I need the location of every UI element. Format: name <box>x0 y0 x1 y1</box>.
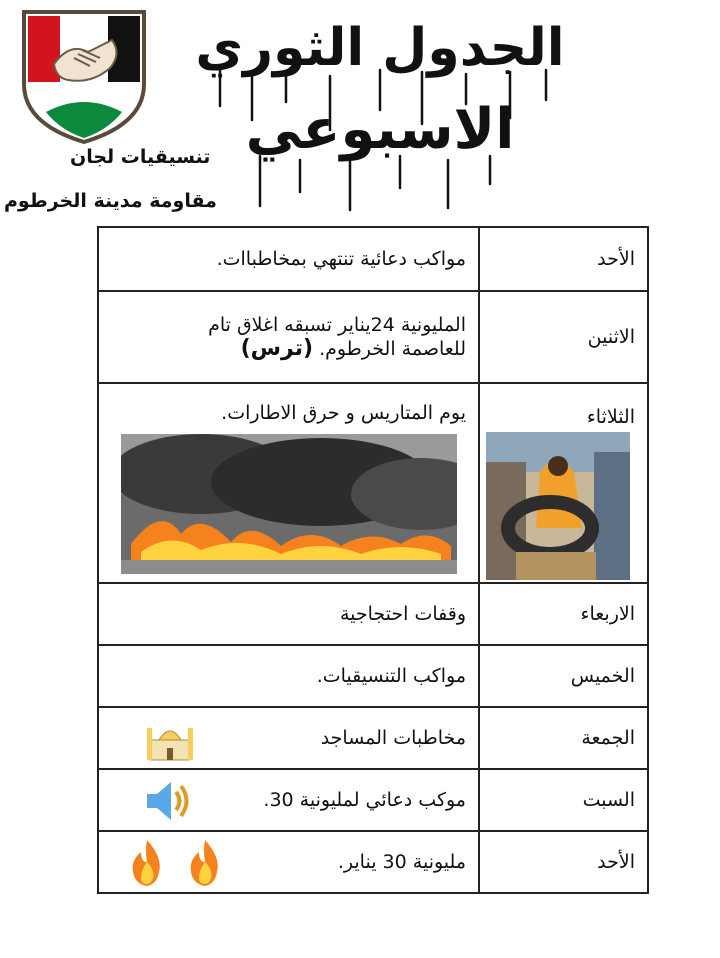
org-name-line2: مقاومة مدينة الخرطوم <box>4 190 217 212</box>
weekly-schedule-table <box>97 226 649 894</box>
table-row <box>98 583 648 645</box>
activity-cell <box>98 769 479 831</box>
day-cell: السبت <box>479 769 648 831</box>
day-cell: الجمعة <box>479 707 648 769</box>
day-cell: الأحد <box>479 227 648 291</box>
activity-line: المليونية 24يناير تسبقه اغلاق تام <box>208 313 466 336</box>
day-cell: الاثنين <box>479 291 648 383</box>
table-row <box>98 769 648 831</box>
mosque-icon <box>145 714 195 764</box>
day-cell <box>479 383 648 583</box>
activity-text: موكب دعائي لمليونية 30. <box>263 789 466 811</box>
fire-icon <box>127 838 167 888</box>
activity-text: مليونية 30 يناير. <box>337 851 466 873</box>
day-cell: الأحد <box>479 831 648 893</box>
title-line2: الاسبوعي <box>245 97 515 162</box>
activity-cell: مواكب دعائية تنتهي بمخاطباات. <box>98 227 479 291</box>
activity-text: مخاطبات المساجد <box>320 727 466 749</box>
table-row <box>98 707 648 769</box>
activity-text: للعاصمة الخرطوم. <box>319 337 466 360</box>
activity-text: يوم المتاريس و حرق الاطارات. <box>221 402 466 424</box>
day-cell: الاربعاء <box>479 583 648 645</box>
table-row <box>98 645 648 707</box>
activity-cell <box>98 383 479 583</box>
burning-tires-photo <box>121 434 457 574</box>
org-name-line1: تنسيقيات لجان <box>70 146 211 168</box>
table-row <box>98 383 648 583</box>
table-row <box>98 831 648 893</box>
title-line1: الجدول الثوري <box>195 18 565 78</box>
page-title <box>190 8 570 172</box>
activity-cell: وقفات احتجاجية <box>98 583 479 645</box>
protester-with-tire-photo <box>486 432 630 580</box>
activity-cell <box>98 831 479 893</box>
activity-cell: مواكب التنسيقيات. <box>98 645 479 707</box>
table-row <box>98 291 648 383</box>
speaker-icon <box>143 776 193 826</box>
activity-bold-tag: (ترس) <box>240 335 314 361</box>
activity-cell <box>98 291 479 383</box>
fire-icon <box>185 838 225 888</box>
activity-line <box>99 336 466 361</box>
table-row <box>98 227 648 291</box>
committees-logo <box>18 6 150 146</box>
activity-cell <box>98 707 479 769</box>
day-label: الثلاثاء <box>586 406 635 428</box>
day-cell: الخميس <box>479 645 648 707</box>
